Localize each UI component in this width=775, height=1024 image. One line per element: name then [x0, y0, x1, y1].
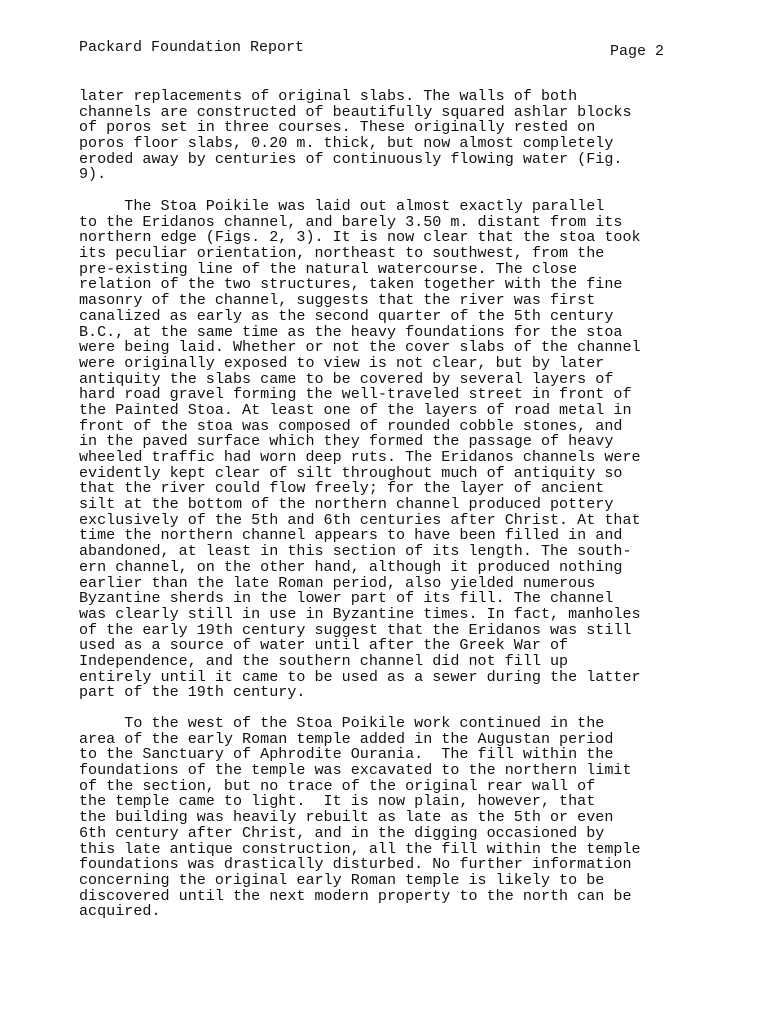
text-line: this late antique construction, all the fill within the temple — [79, 839, 641, 858]
text-line: northern edge (Figs. 2, 3). It is now clear that the stoa took — [79, 228, 641, 247]
text-line: concerning the original early Roman temple is likely to be — [79, 870, 605, 889]
text-line: front of the stoa was composed of rounded cobble stones, and — [79, 416, 623, 435]
page-number: Page 2 — [610, 43, 665, 60]
text-line: of the early 19th century suggest that the Eridanos was still — [79, 620, 632, 639]
text-line: later replacements of original slabs. The walls of both — [79, 87, 578, 105]
text-line: that the river could flow freely; for the layer of ancient — [79, 479, 605, 498]
text-line: were originally exposed to view is not clear, but by later — [79, 353, 605, 372]
text-line: area of the early Roman temple added in the Augustan period — [79, 729, 614, 748]
text-line: foundations was drastically disturbed. No further information — [79, 855, 632, 874]
text-line: its peculiar orientation, northeast to southwest, from the — [79, 244, 605, 263]
text-line: time the northern channel appears to have been filled in and — [79, 526, 623, 545]
text-line: to the Sanctuary of Aphrodite Ourania. The fill within the — [79, 745, 614, 764]
text-line: earlier than the late Roman period, also yielded numerous — [79, 573, 596, 592]
text-line: Independence, and the southern channel did not fill up — [79, 651, 569, 670]
text-line: the Painted Stoa. At least one of the layers of road metal in — [79, 400, 632, 419]
text-line: wheeled traffic had worn deep ruts. The Eridanos channels were — [79, 448, 641, 466]
text-line: relation of the two structures, taken together with the fine — [79, 275, 623, 294]
text-line: canalized as early as the second quarter of the 5th century — [79, 306, 614, 325]
text-line: poros floor slabs, 0.20 m. thick, but now almost completely — [79, 134, 614, 153]
text-line: were being laid. Whether or not the cover slabs of the channel — [79, 338, 641, 357]
text-line: ern channel, on the other hand, although it produced nothing — [79, 557, 623, 576]
text-line: hard road gravel forming the well-traveled street in front of — [79, 385, 632, 404]
text-line: masonry of the channel, suggests that the river was first — [79, 291, 596, 310]
text-line: 6th century after Christ, and in the digging occasioned by — [79, 823, 605, 842]
text-line: The Stoa Poikile was laid out almost exactly parallel — [79, 197, 605, 215]
text-line: of the section, but no trace of the original rear wall of — [79, 776, 596, 795]
text-line: B.C., at the same time as the heavy foundations for the stoa — [79, 322, 623, 341]
text-line: was clearly still in use in Byzantine times. In fact, manholes — [79, 604, 641, 623]
text-line: discovered until the next modern property to the north can be — [79, 886, 632, 905]
text-line: to the Eridanos channel, and barely 3.50 m. distant from its — [79, 212, 623, 231]
text-line: antiquity the slabs came to be covered by several layers of — [79, 369, 614, 388]
text-line: exclusively of the 5th and 6th centuries after Christ. At that — [79, 510, 641, 529]
text-line: pre-existing line of the natural watercourse. The close — [79, 259, 578, 278]
report-title: Packard Foundation Report — [79, 39, 305, 56]
text-line: in the paved surface which they formed the passage of heavy — [79, 432, 614, 451]
text-line: channels are constructed of beautifully squared ashlar blocks — [79, 102, 632, 121]
text-line: Byzantine sherds in the lower part of its fill. The channel — [79, 589, 614, 608]
text-line: silt at the bottom of the northern channel produced pottery — [79, 495, 614, 514]
text-line: 9). — [79, 165, 107, 184]
text-line: evidently kept clear of silt throughout much of antiquity so — [79, 463, 623, 482]
text-line: of poros set in three courses. These originally rested on — [79, 118, 596, 137]
paragraph-stoa-poikile — [79, 199, 641, 701]
text-line: foundations of the temple was excavated to the northern limit — [79, 761, 632, 780]
text-line: entirely until it came to be used as a sewer during the latter — [79, 667, 641, 686]
text-line: acquired. — [79, 902, 161, 921]
text-line: To the west of the Stoa Poikile work continued in the — [79, 714, 605, 732]
paragraph-eridanos-walls — [79, 89, 632, 183]
text-line: eroded away by centuries of continuously flowing water (Fig. — [79, 149, 623, 168]
paragraph-roman-temple — [79, 716, 641, 920]
text-line: part of the 19th century. — [79, 683, 306, 702]
text-line: the temple came to light. It is now plain, however, that — [79, 792, 596, 811]
text-line: abandoned, at least in this section of its length. The south- — [79, 542, 632, 561]
text-line: used as a source of water until after the Greek War of — [79, 636, 569, 655]
text-line: the building was heavily rebuilt as late as the 5th or even — [79, 808, 614, 827]
